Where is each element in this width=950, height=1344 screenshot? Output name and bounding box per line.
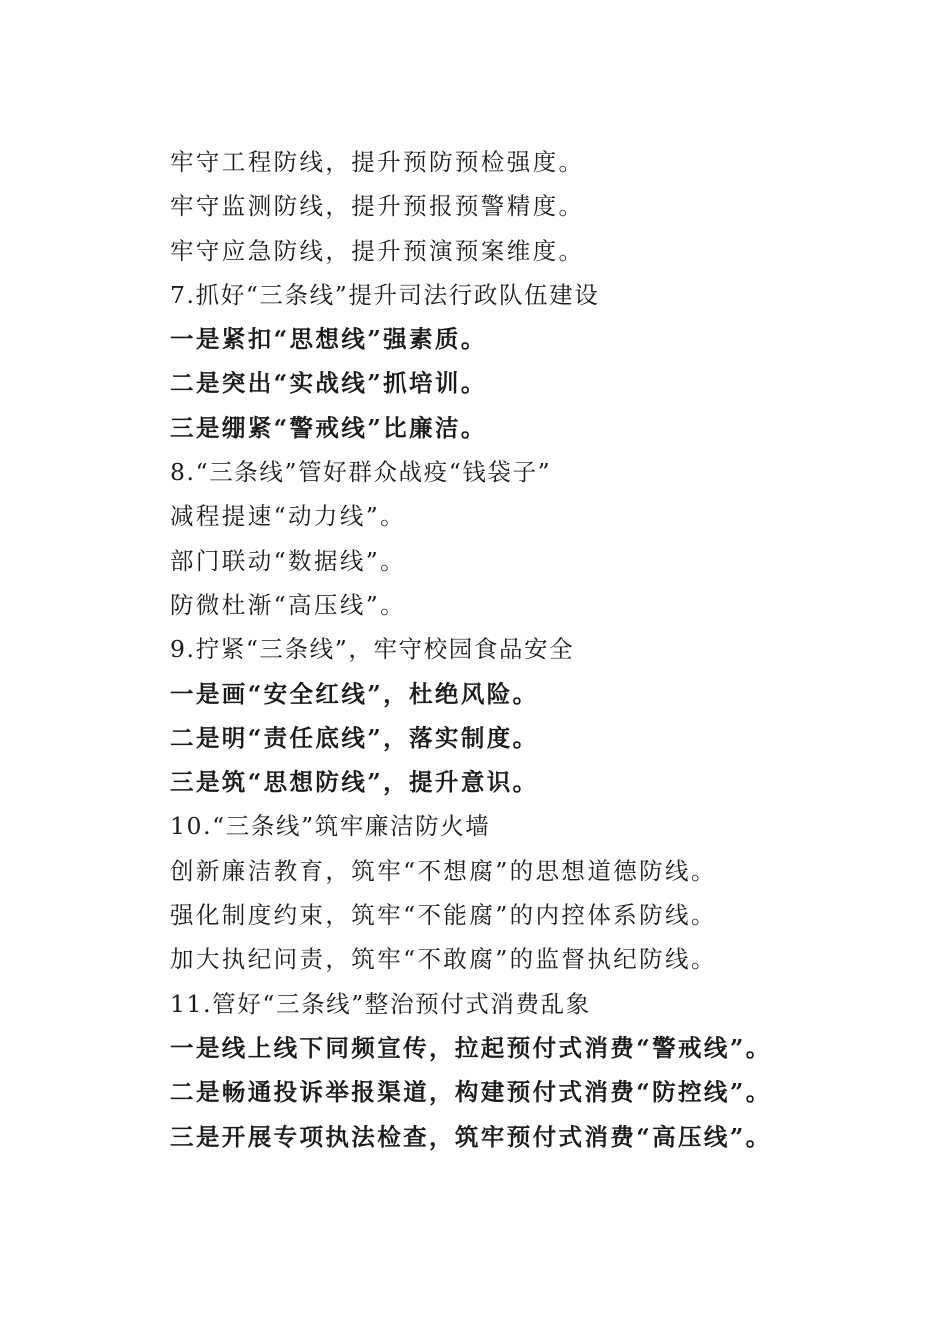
section-heading-8: 8.“三条线”管好群众战疫“钱袋子” <box>170 458 552 487</box>
section-heading-7: 7.抓好“三条线”提升司法行政队伍建设 <box>170 280 600 309</box>
bold-point-line: 二是畅通投诉举报渠道，构建预付式消费“防控线”。 <box>170 1078 772 1107</box>
body-line: 牢守应急防线，提升预演预案维度。 <box>170 236 585 265</box>
bold-point-line: 一是线上线下同频宣传，拉起预付式消费“警戒线”。 <box>170 1033 772 1062</box>
bold-point-line: 二是突出“实战线”抓培训。 <box>170 369 487 398</box>
bold-point-line: 一是画“安全红线”，杜绝风险。 <box>170 679 539 708</box>
section-heading-9: 9.拧紧“三条线”，牢守校园食品安全 <box>170 635 575 664</box>
body-line: 牢守监测防线，提升预报预警精度。 <box>170 192 585 221</box>
body-line: 部门联动“数据线”。 <box>170 546 407 575</box>
section-heading-11: 11.管好“三条线”整治预付式消费乱象 <box>170 989 591 1018</box>
bold-point-line: 三是筑“思想防线”，提升意识。 <box>170 768 539 797</box>
body-line: 创新廉洁教育，筑牢“不想腐”的思想道德防线。 <box>170 856 717 885</box>
bold-point-line: 三是绷紧“警戒线”比廉洁。 <box>170 413 487 442</box>
bold-point-line: 二是明“责任底线”，落实制度。 <box>170 723 539 752</box>
bold-point-line: 三是开展专项执法检查，筑牢预付式消费“高压线”。 <box>170 1122 772 1151</box>
body-line: 减程提速“动力线”。 <box>170 502 407 531</box>
bold-point-line: 一是紧扣“思想线”强素质。 <box>170 325 487 354</box>
body-line: 牢守工程防线，提升预防预检强度。 <box>170 148 585 176</box>
body-line: 强化制度约束，筑牢“不能腐”的内控体系防线。 <box>170 901 717 930</box>
document-body <box>170 140 930 1159</box>
body-line: 加大执纪问责，筑牢“不敢腐”的监督执纪防线。 <box>170 945 717 974</box>
body-line: 防微杜渐“高压线”。 <box>170 590 407 619</box>
section-heading-10: 10.“三条线”筑牢廉洁防火墙 <box>170 812 491 841</box>
